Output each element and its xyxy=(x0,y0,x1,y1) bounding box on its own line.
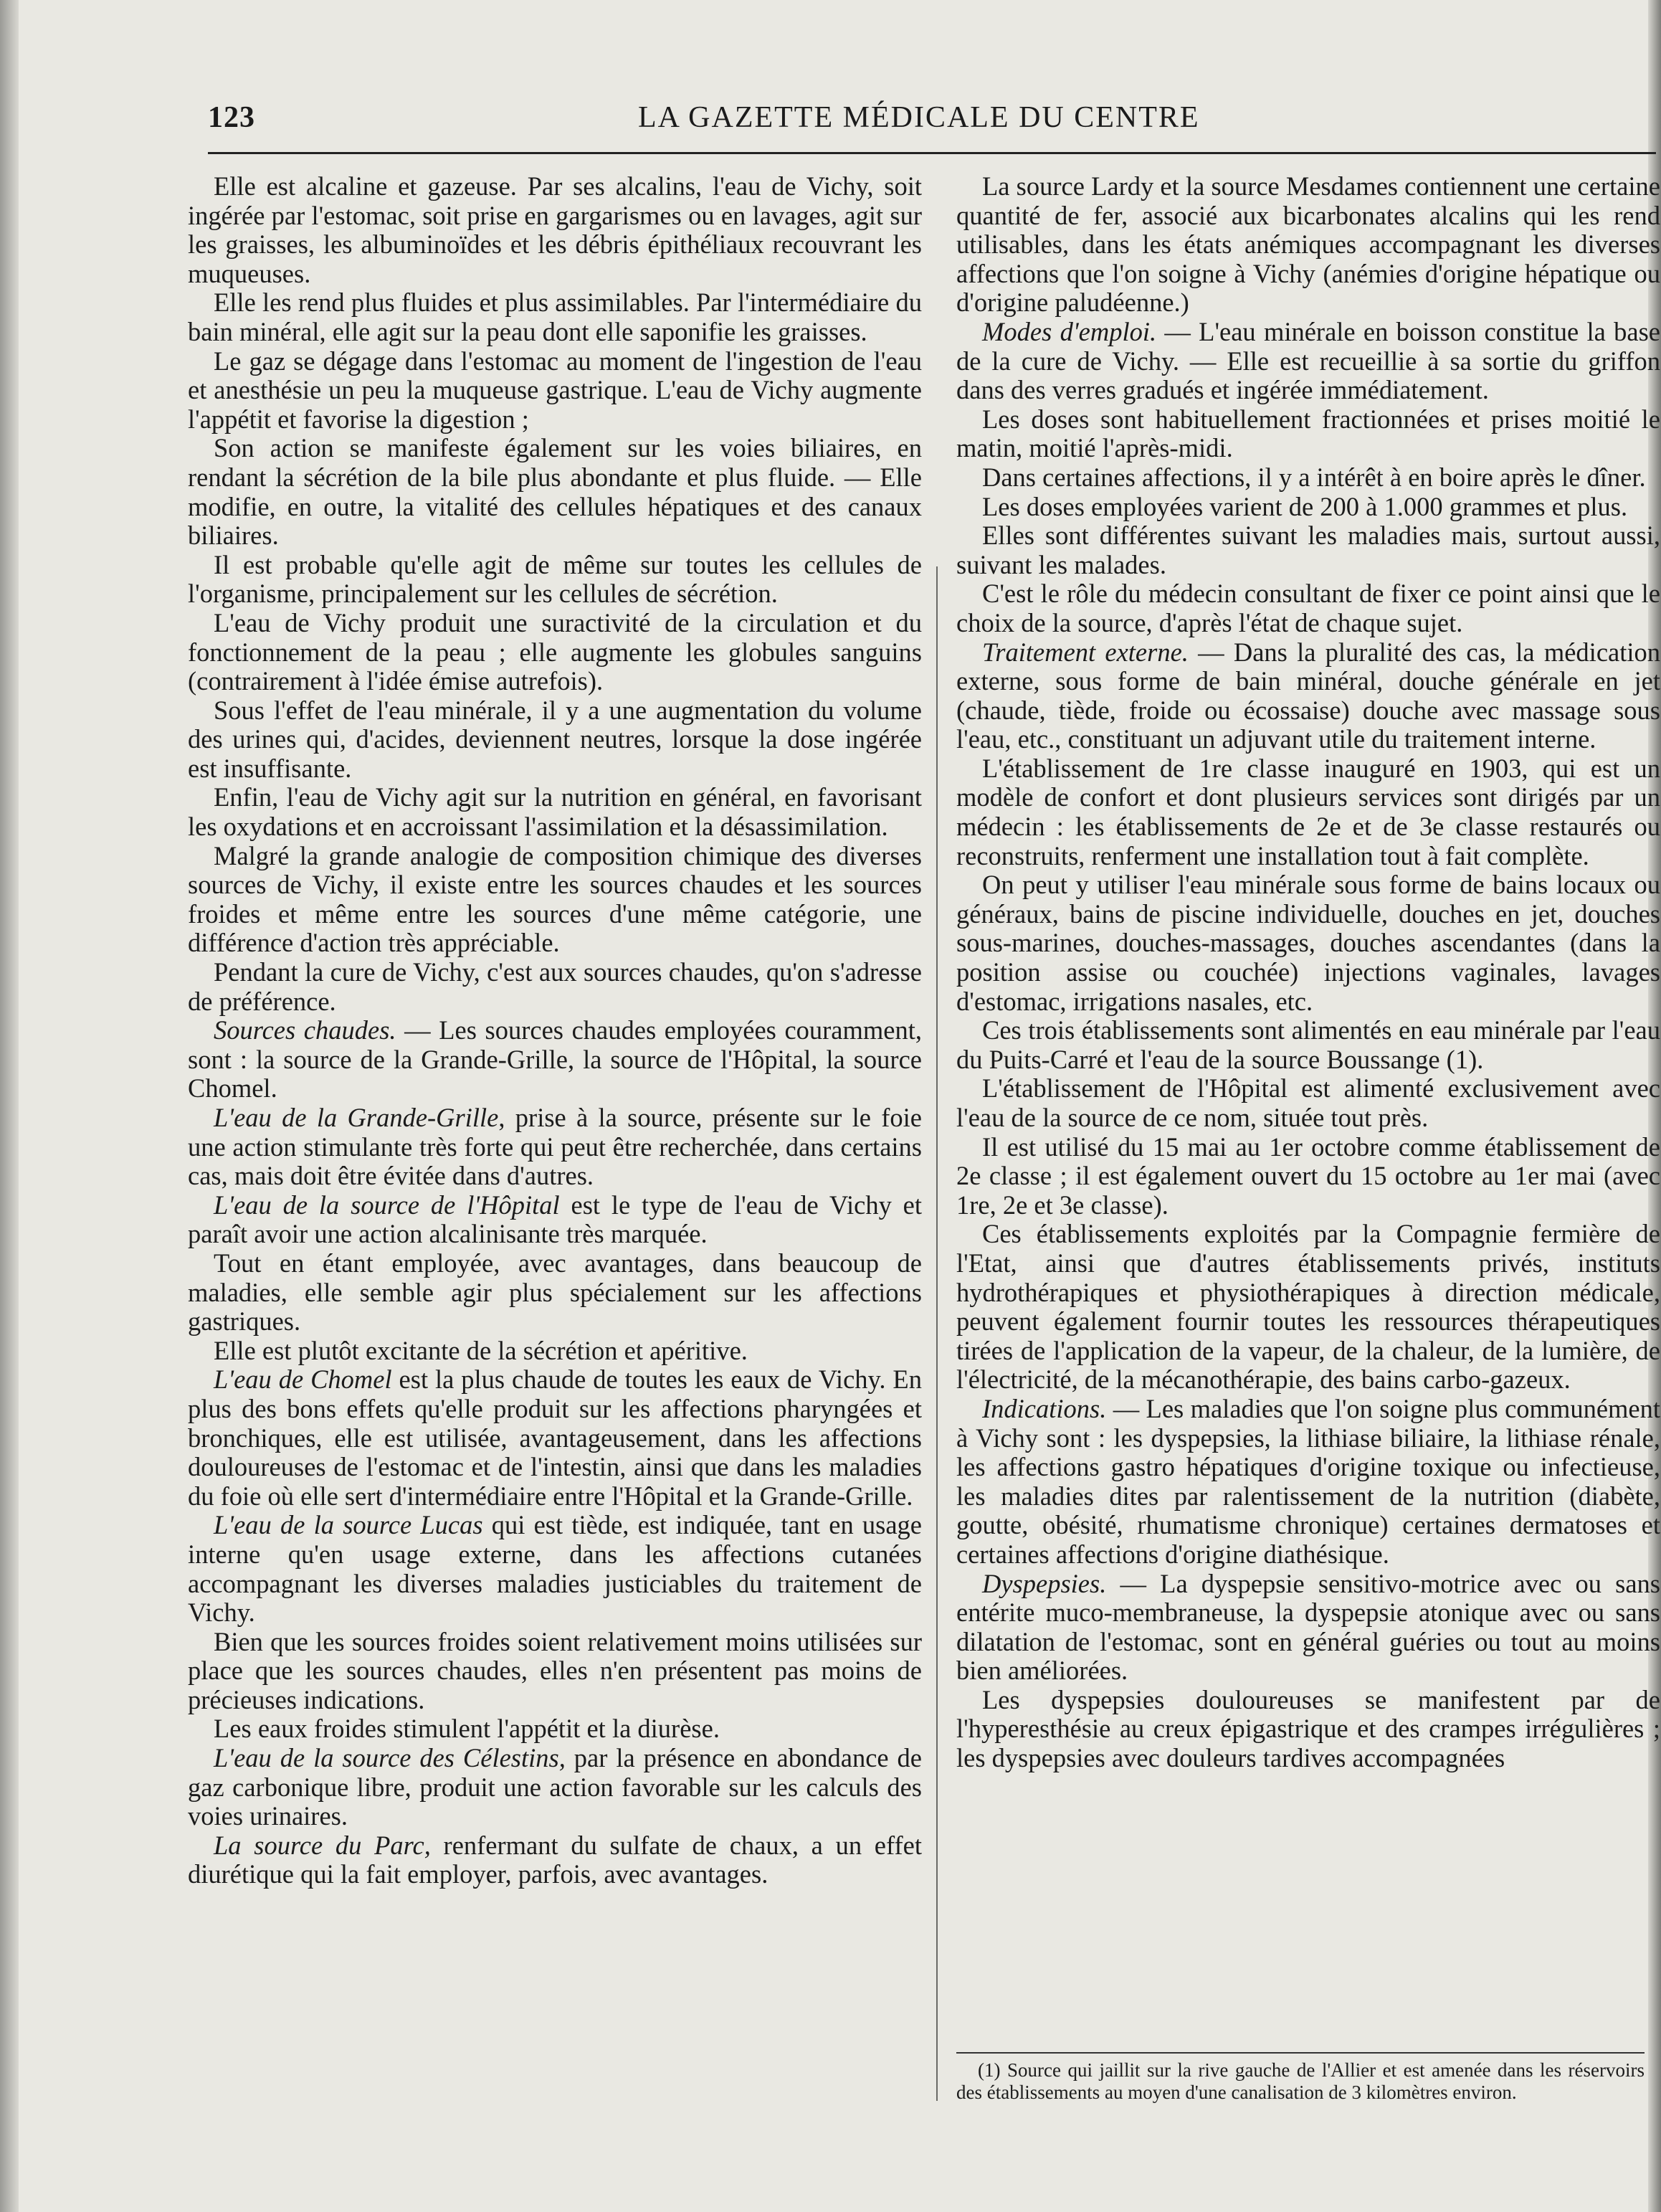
paragraph-text: qui est tiède, est indiquée, tant en usage interne qu'en usage externe, dans les affections cutanées accompagnant les diverses maladies justiciables du traitement de Vichy. xyxy=(188,1510,922,1628)
paragraph xyxy=(956,463,1660,493)
paragraph xyxy=(956,638,1660,754)
paragraph xyxy=(188,1744,922,1831)
paragraph-text: est le type de l'eau de Vichy et paraît avoir une action alcalinisante très marquée. xyxy=(188,1190,922,1249)
paragraph-text: — Les sources chaudes employées couramment, sont : la source de la Grande-Grille, la source de l'Hôpital, la source Chomel. xyxy=(188,1015,922,1103)
paragraph-lead: Indications. xyxy=(982,1393,1107,1423)
paragraph-text: Son action se manifeste également sur les voies biliaires, en rendant la sécrétion de la bile plus abondante et plus fluide. — Elle modifie, en outre, la vitalité des cellules hépatiques et des canaux biliaires. xyxy=(188,433,922,551)
paragraph-lead: L'eau de Chomel xyxy=(214,1364,392,1395)
paragraph xyxy=(956,172,1660,318)
paragraph-lead: L'eau de la source de l'Hôpital xyxy=(214,1190,560,1220)
paragraph-lead: La source du Parc, xyxy=(214,1830,431,1860)
paragraph-text: renfermant du sulfate de chaux, a un effet diurétique qui la fait employer, parfois, avec avantages. xyxy=(188,1830,922,1889)
paragraph xyxy=(188,1103,922,1191)
paragraph xyxy=(188,1628,922,1715)
paragraph xyxy=(956,579,1660,637)
paragraph xyxy=(188,842,922,958)
paragraph xyxy=(188,696,922,784)
paragraph xyxy=(188,551,922,609)
paragraph-text: La source Lardy et la source Mesdames contiennent une certaine quantité de fer, associé aux bicarbonates alcalins qui les rend utilisables, dans les états anémiques accompagnant les diverses affections que l'on soigne à Vichy (anémies d'origine hépatique ou d'origine paludéenne.) xyxy=(956,171,1660,318)
paragraph-text: Ces trois établissements sont alimentés en eau minérale par l'eau du Puits-Carré et l'eau de la source Boussange (1). xyxy=(956,1015,1660,1074)
header-rule xyxy=(208,152,1656,154)
paragraph-text: Pendant la cure de Vichy, c'est aux sources chaudes, qu'on s'adresse de préférence. xyxy=(188,957,922,1016)
paragraph xyxy=(188,172,922,288)
paragraph-text: par la présence en abondance de gaz carbonique libre, produit une action favorable sur les calculs des voies urinaires. xyxy=(188,1743,922,1831)
paragraph-text: Bien que les sources froides soient relativement moins utilisées sur place que les sources chaudes, elles n'en présentent pas moins de précieuses indications. xyxy=(188,1626,922,1714)
paragraph-lead: L'eau de la Grande-Grille xyxy=(214,1103,499,1132)
paragraph-text: — Les maladies que l'on soigne plus communément à Vichy sont : les dyspepsies, la lithiase biliaire, la lithiase rénale, les affections gastro hépatiques d'origine toxique ou infectieuse, les maladies dites par ralentissement de la nutrition (diabète, goutte, obésité, rhumatisme chronique) certaines dermatoses et certaines affections d'origine diathésique. xyxy=(956,1393,1660,1569)
paragraph-lead: Dyspepsies. xyxy=(982,1568,1107,1598)
footnote-rule xyxy=(956,2052,1645,2054)
paragraph-text: , prise à la source, présente sur le foie une action stimulante très forte qui peut être recherchée, dans certains cas, mais doit être évitée dans d'autres. xyxy=(188,1103,922,1191)
paragraph xyxy=(188,1249,922,1337)
paragraph xyxy=(956,1074,1660,1132)
paragraph-lead: L'eau de la source Lucas xyxy=(214,1510,483,1540)
paragraph xyxy=(956,405,1660,463)
paragraph-lead: L'eau de la source des Célestins, xyxy=(214,1743,566,1773)
paragraph-text: Les dyspepsies douloureuses se manifestent par de l'hyperesthésie au creux épigastrique et des crampes irrégulières ; les dyspepsies avec douleurs tardives accompagnées xyxy=(956,1684,1660,1773)
paragraph-text: — L'eau minérale en boisson constitue la base de la cure de Vichy. — Elle est recueillie à sa sortie du griffon dans des verres gradués et ingérée immédiatement. xyxy=(956,316,1660,405)
paragraph xyxy=(188,288,922,346)
paragraph xyxy=(188,347,922,435)
paragraph xyxy=(188,1337,922,1366)
footnote xyxy=(956,2059,1645,2104)
paragraph xyxy=(188,783,922,841)
paragraph xyxy=(188,609,922,696)
paragraph xyxy=(188,1191,922,1249)
paragraph-text: Elle est plutôt excitante de la sécrétion et apéritive. xyxy=(214,1335,748,1365)
paragraph-text: Les doses sont habituellement fractionnées et prises moitié le matin, moitié l'après-midi. xyxy=(956,404,1660,463)
paragraph xyxy=(188,1016,922,1103)
paragraph-text: L'eau de Vichy produit une suractivité de la circulation et du fonctionnement de la peau ; elle augmente les globules sanguins (contrairement à l'idée émise autrefois). xyxy=(188,607,922,696)
paragraph xyxy=(956,1686,1660,1773)
paragraph-lead: Modes d'emploi. xyxy=(982,316,1157,346)
paragraph xyxy=(956,493,1660,522)
paragraph-text: Sous l'effet de l'eau minérale, il y a une augmentation du volume des urines qui, d'acides, deviennent neutres, lorsque la dose ingérée est insuffisante. xyxy=(188,695,922,783)
paragraph xyxy=(956,521,1660,579)
paragraph-text: Ces établissements exploités par la Compagnie fermière de l'Etat, ainsi que d'autres établissements privés, instituts hydrothérapiques et physiothérapiques à direction médicale, peuvent également fournir toutes les ressources thérapeutiques tirées de l'application de la vapeur, de la chaleur, de la lumière, de l'électricité, de la mécanothérapie, des bains carbo-gazeux. xyxy=(956,1219,1660,1395)
paragraph-text: Dans certaines affections, il y a intérêt à en boire après le dîner. xyxy=(982,462,1646,492)
paragraph xyxy=(188,1714,922,1744)
paragraph xyxy=(188,1511,922,1627)
paragraph-text: L'établissement de 1re classe inauguré en 1903, qui est un modèle de confort et dont plusieurs services sont dirigés par un médecin : les établissements de 2e et de 3e classe restaurés ou reconstruits, renferment une installation tout à fait complète. xyxy=(956,753,1660,870)
paragraph-text: — La dyspepsie sensitivo-motrice avec ou sans entérite muco-membraneuse, la dyspepsie atonique avec ou sans dilatation de l'estomac, sont en général guéries ou tout au moins bien améliorées. xyxy=(956,1568,1660,1686)
paragraph xyxy=(956,1133,1660,1220)
paragraph xyxy=(188,1831,922,1889)
paragraph xyxy=(188,1365,922,1511)
paragraph-text: Malgré la grande analogie de composition chimique des diverses sources de Vichy, il existe entre les sources chaudes et les sources froides et même entre les sources d'une même catégorie, une différence d'action très appréciable. xyxy=(188,840,922,958)
paragraph-text: Le gaz se dégage dans l'estomac au moment de l'ingestion de l'eau et anesthésie un peu la muqueuse gastrique. L'eau de Vichy augmente l'appétit et favorise la digestion ; xyxy=(188,346,922,434)
footnote-text: Source qui jaillit sur la rive gauche de l'Allier et est amenée dans les réservoirs des établissements au moyen d'une canalisation de 3 kilomètres environ. xyxy=(956,2059,1645,2103)
paragraph xyxy=(956,1016,1660,1074)
paragraph-text: est la plus chaude de toutes les eaux de Vichy. En plus des bons effets qu'elle produit sur les affections pharyngées et bronchiques, elle est utilisée, avantageusement, dans les affections douloureuses de l'estomac et de l'intestin, ainsi que dans les maladies du foie où elle sert d'intermédiaire entre l'Hôpital et la Grande-Grille. xyxy=(188,1364,922,1511)
paragraph-text: On peut y utiliser l'eau minérale sous forme de bains locaux ou généraux, bains de piscine individuelle, douches en jet, douches sous-marines, douches-massages, douches ascendantes (dans la position assise ou couchée) injections vaginales, lavages d'estomac, irrigations nasales, etc. xyxy=(956,870,1660,1016)
paragraph-text: Elle les rend plus fluides et plus assimilables. Par l'intermédiaire du bain minéral, elle agit sur la peau dont elle saponifie les graisses. xyxy=(188,288,922,346)
footnote-mark: (1) xyxy=(978,2059,1001,2081)
paragraph-text: Tout en étant employée, avec avantages, dans beaucoup de maladies, elle semble agir plus spécialement sur les affections gastriques. xyxy=(188,1248,922,1337)
paragraph xyxy=(956,318,1660,405)
paragraph-text: Il est utilisé du 15 mai au 1er octobre comme établissement de 2e classe ; il est également ouvert du 15 octobre au 1er mai (avec 1re, 2e et 3e classe). xyxy=(956,1131,1660,1220)
paragraph xyxy=(956,870,1660,1016)
paragraph-text: Les doses employées varient de 200 à 1.000 grammes et plus. xyxy=(982,491,1628,521)
journal-title: LA GAZETTE MÉDICALE DU CENTRE xyxy=(638,101,1200,134)
paragraph xyxy=(188,434,922,550)
paragraph-text: — Dans la pluralité des cas, la médication externe, sous forme de bain minéral, douche générale en jet (chaude, tiède, froide ou écossaise) douche avec massage sous l'eau, etc., constituant un adjuvant utile du traitement interne. xyxy=(956,637,1660,754)
paragraph-text: Elles sont différentes suivant les maladies mais, surtout aussi, suivant les malades. xyxy=(956,521,1660,579)
binding-shadow xyxy=(0,0,19,2212)
paragraph xyxy=(956,1220,1660,1395)
paragraph-text: Elle est alcaline et gazeuse. Par ses alcalins, l'eau de Vichy, soit ingérée par l'estomac, soit prise en gargarismes ou en lavages, agit sur les graisses, les albuminoïdes et les débris épithéliaux recouvrant les muqueuses. xyxy=(188,171,922,288)
paragraph xyxy=(956,1570,1660,1686)
paragraph-lead: Sources chaudes. xyxy=(214,1015,396,1045)
paragraph-text: Enfin, l'eau de Vichy agit sur la nutrition en général, en favorisant les oxydations et en accroissant l'assimilation et la désassimilation. xyxy=(188,782,922,842)
left-column xyxy=(188,172,922,1889)
paragraph xyxy=(956,1395,1660,1570)
paragraph-text: Il est probable qu'elle agit de même sur toutes les cellules de l'organisme, principalement sur les cellules de sécrétion. xyxy=(188,549,922,609)
column-divider xyxy=(936,566,938,2101)
paragraph-lead: Traitement externe. xyxy=(982,637,1189,667)
paragraph-text: C'est le rôle du médecin consultant de fixer ce point ainsi que le choix de la source, d'après l'état de chaque sujet. xyxy=(956,579,1660,637)
right-column xyxy=(956,172,1660,1773)
paragraph xyxy=(956,754,1660,870)
paragraph-text: Les eaux froides stimulent l'appétit et la diurèse. xyxy=(214,1714,720,1744)
paragraph-text: L'établissement de l'Hôpital est alimenté exclusivement avec l'eau de la source de ce nom, située tout près. xyxy=(956,1073,1660,1132)
running-header xyxy=(208,100,1656,143)
paragraph xyxy=(188,958,922,1016)
page-number: 123 xyxy=(208,101,255,134)
